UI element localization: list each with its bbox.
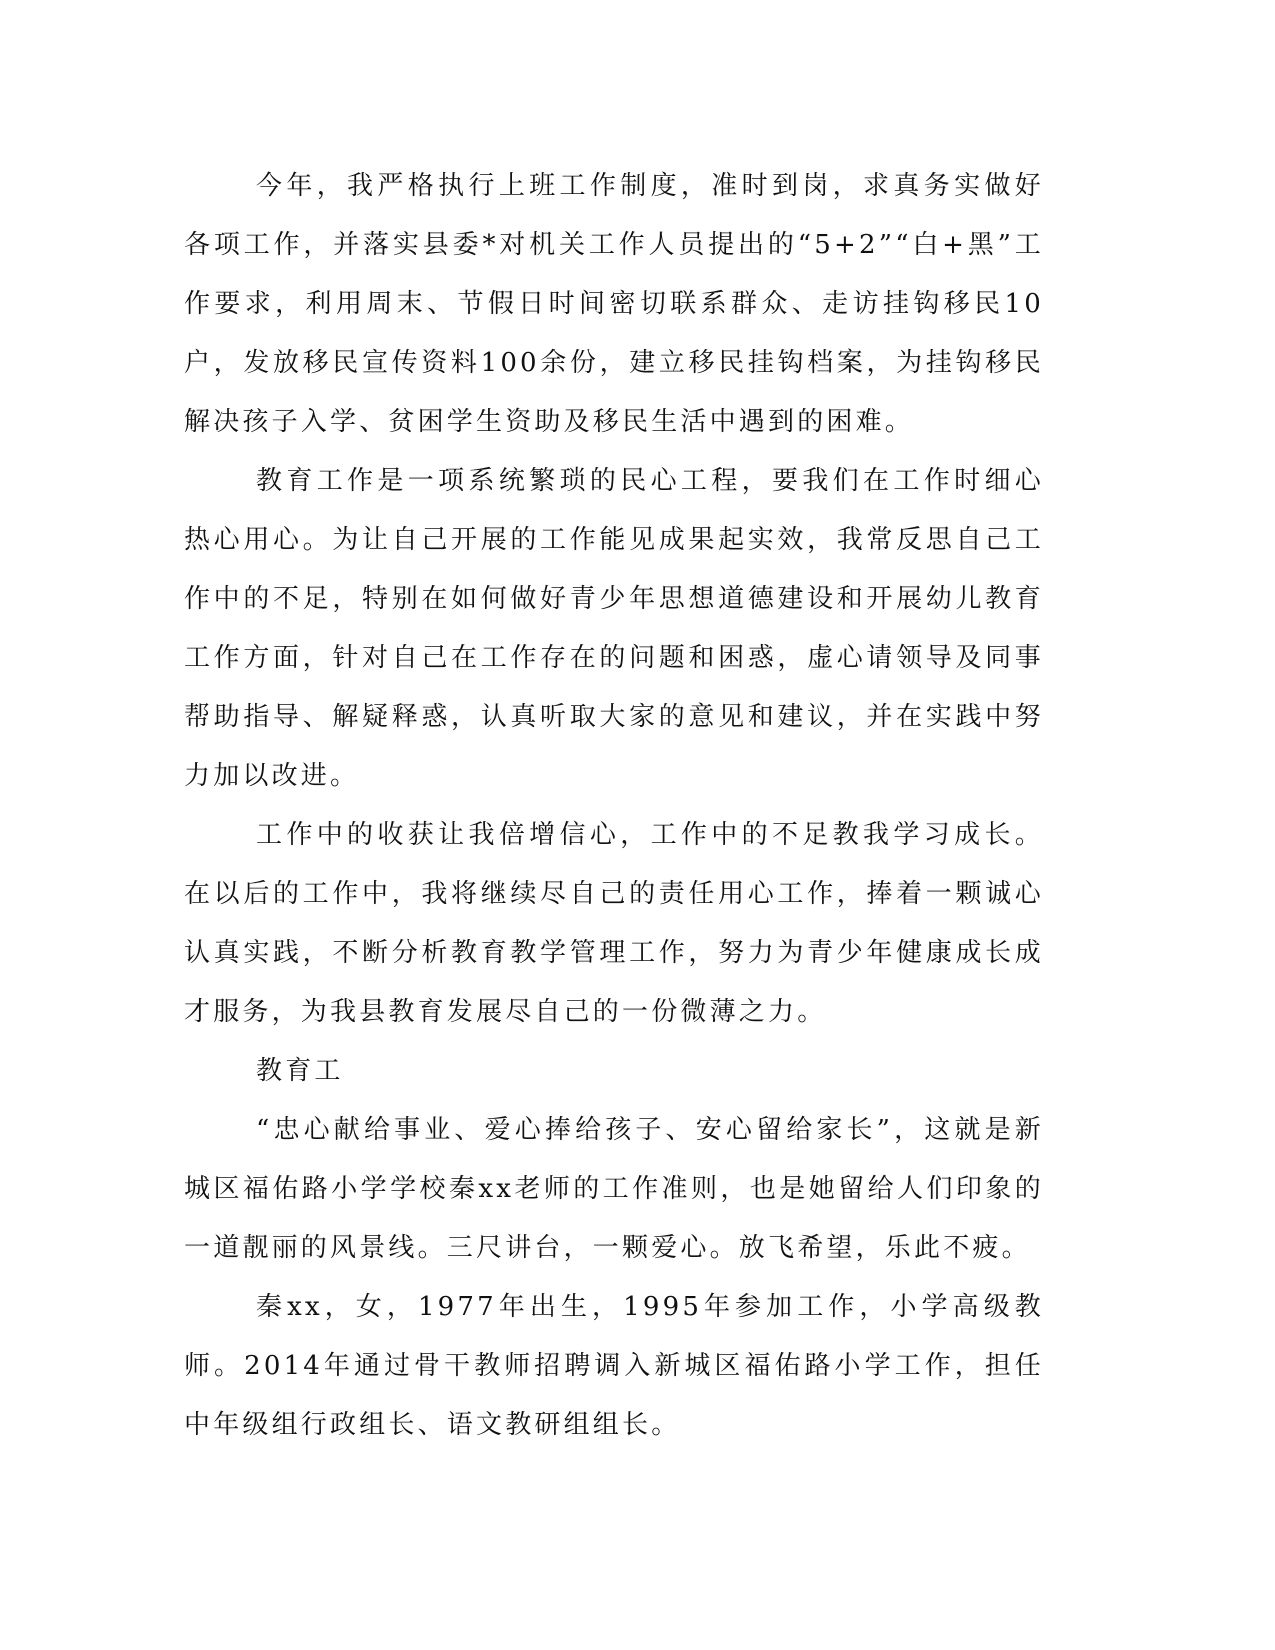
document-body <box>184 157 1044 1455</box>
paragraph-section-heading: 教育工 <box>256 1056 344 1086</box>
paragraph-work-discipline: 今年，我严格执行上班工作制度，准时到岗，求真务实做好各项工作，并落实县委*对机关工作人员提出的“5+2”“白+黑”工作要求，利用周末、节假日时间密切联系群众、走访挂钩移民10户，发放移民宣传资料100余份，建立移民挂钩档案，为挂钩移民解决孩子入学、贫困学生资助及移民生活中遇到的困难。 <box>184 171 1044 437</box>
paragraph-teacher-motto: “忠心献给事业、爱心捧给孩子、安心留给家长”，这就是新城区福佑路小学学校秦xx老师的工作准则，也是她留给人们印象的一道靓丽的风景线。三尺讲台，一颗爱心。放飞希望，乐此不疲。 <box>184 1115 1044 1263</box>
paragraph-teacher-profile: 秦xx，女，1977年出生，1995年参加工作，小学高级教师。2014年通过骨干教师招聘调入新城区福佑路小学工作，担任中年级组行政组长、语文教研组组长。 <box>184 1292 1044 1440</box>
paragraph-education-work: 教育工作是一项系统繁琐的民心工程，要我们在工作时细心热心用心。为让自己开展的工作能见成果起实效，我常反思自己工作中的不足，特别在如何做好青少年思想道德建设和开展幼儿教育工作方面，针对自己在工作存在的问题和困惑，虚心请领导及同事帮助指导、解疑释惑，认真听取大家的意见和建议，并在实践中努力加以改进。 <box>184 466 1044 791</box>
paragraph-future-plans: 工作中的收获让我倍增信心，工作中的不足教我学习成长。在以后的工作中，我将继续尽自己的责任用心工作，捧着一颗诚心认真实践，不断分析教育教学管理工作，努力为青少年健康成长成才服务，为我县教育发展尽自己的一份微薄之力。 <box>184 820 1044 1027</box>
